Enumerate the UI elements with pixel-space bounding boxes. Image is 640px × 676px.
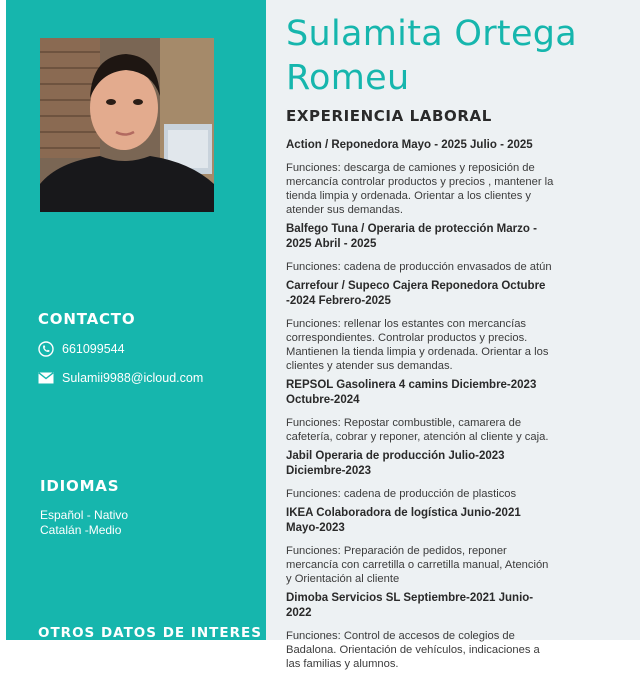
mail-icon <box>38 370 54 386</box>
other-info-heading: OTROS DATOS DE INTERES <box>38 625 262 641</box>
job-title: REPSOL Gasolinera 4 camins Diciembre-2023 Octubre-2024 <box>286 379 537 406</box>
job-description: Funciones: Control de accesos de colegios de Badalona. Orientación de vehículos, indicaciones a las familias y alumnos. <box>286 630 540 670</box>
candidate-name: Sulamita Ortega Romeu <box>286 14 578 98</box>
contact-heading: CONTACTO <box>38 310 136 328</box>
phone-icon <box>38 341 54 357</box>
job-title: Dimoba Servicios SL Septiembre-2021 Junio-2022 <box>286 592 534 619</box>
job-entry <box>286 378 556 444</box>
job-title: Action / Reponedora Mayo - 2025 Julio - 2025 <box>286 139 533 151</box>
job-entry <box>286 449 556 501</box>
job-entry <box>286 506 556 586</box>
job-description: Funciones: rellenar los estantes con mercancías correspondientes. Controlar productos y precios. Mantienen la tienda limpia y ordenada. Orientar a los clientes y atender sus demandas. <box>286 318 549 372</box>
sidebar <box>6 0 266 640</box>
job-description: Funciones: cadena de producción de plasticos <box>286 488 517 500</box>
job-title: Carrefour / Supeco Cajera Reponedora Octubre -2024 Febrero-2025 <box>286 280 546 307</box>
phone-number[interactable]: 661099544 <box>62 342 125 356</box>
profile-photo <box>40 38 214 212</box>
job-entry <box>286 138 556 217</box>
job-description: Funciones: cadena de producción envasados de atún <box>286 261 552 273</box>
job-title: Balfego Tuna / Operaria de protección Marzo - 2025 Abril - 2025 <box>286 223 537 250</box>
profile-photo-illustration <box>40 38 214 212</box>
language-item: Español - Nativo <box>40 508 129 522</box>
contact-email-row <box>38 370 203 386</box>
language-item: Catalán -Medio <box>40 523 122 537</box>
experience-heading: EXPERIENCIA LABORAL <box>286 107 492 125</box>
job-description: Funciones: Preparación de pedidos, reponer mercancía con carretilla o carretilla manual, Atención y Orientación al cliente <box>286 545 549 585</box>
contact-phone-row <box>38 341 125 357</box>
job-entry <box>286 222 556 274</box>
languages-heading: IDIOMAS <box>40 477 120 495</box>
job-title: IKEA Colaboradora de logística Junio-2021 Mayo-2023 <box>286 507 521 534</box>
job-title: Jabil Operaria de producción Julio-2023 Diciembre-2023 <box>286 450 505 477</box>
main-content <box>266 0 640 670</box>
email-address[interactable]: Sulamii9988@icloud.com <box>62 371 204 385</box>
job-entry <box>286 591 556 671</box>
job-entry <box>286 279 556 373</box>
job-list <box>286 138 556 676</box>
job-description: Funciones: descarga de camiones y reposición de mercancía controlar productos y precios , mantener la tienda limpia y ordenada. Orientar a los clientes y atender sus demandas. <box>286 162 554 216</box>
job-description: Funciones: Repostar combustible, camarera de cafetería, cobrar y reponer, atención al cliente y caja. <box>286 417 549 443</box>
